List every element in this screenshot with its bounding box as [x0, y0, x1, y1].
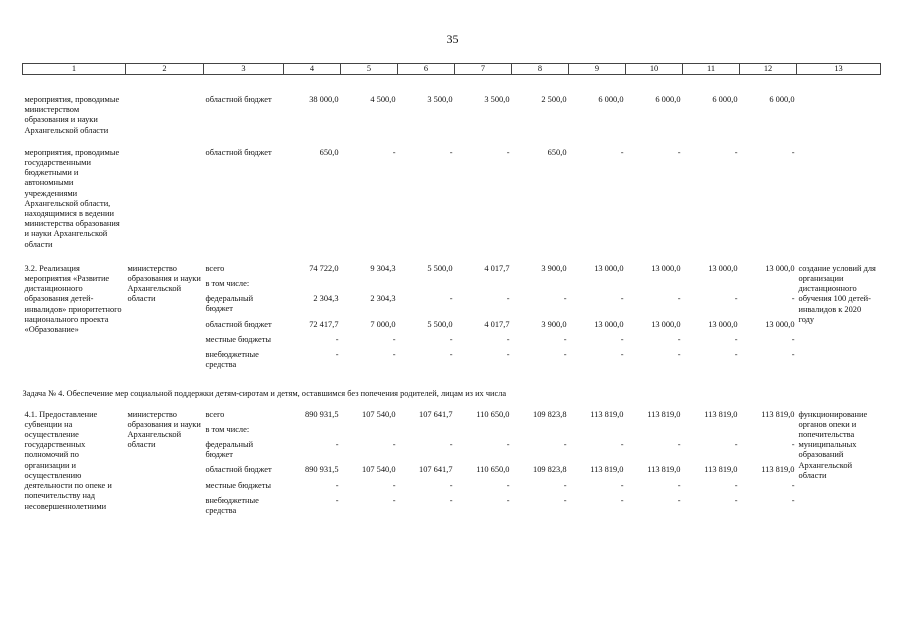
value-cell: 3 500,0 [484, 95, 510, 104]
funding-source: областной бюджет [205, 319, 272, 329]
value-cell: - [677, 480, 681, 490]
value-cell: 107 540,0 [362, 465, 396, 475]
value-cell: - [449, 495, 453, 505]
value-cell: - [506, 495, 510, 505]
funding-source: внебюджетные средства [205, 350, 259, 370]
value-cell [455, 279, 512, 294]
header-cell: 6 [398, 64, 455, 75]
value-cell: - [791, 334, 795, 344]
activity-name: 4.1. Предоставление субвенции на осуществление государственных полномочий по организации и осуществлению деятельности по опеке и попечительству над несовершеннолетними [24, 409, 112, 511]
value-cell: 109 823,8 [533, 409, 567, 419]
header-cell: 9 [569, 64, 626, 75]
result-cell: функционирование органов опеки и попечительства муниципальных образований Архангельской области [798, 409, 868, 480]
value-cell: - [734, 334, 738, 344]
value-cell: - [734, 440, 738, 450]
header-cell: 3 [204, 64, 284, 75]
activity-name: мероприятия, проводимые государственными бюджетными и автономными учреждениями Архангельской области, находящимися в ведении министерства образования и науки Архангельской области [24, 147, 120, 249]
value-cell: 4 500,0 [370, 95, 396, 104]
value-cell: 113 819,0 [647, 465, 681, 475]
value-cell: 13 000,0 [708, 263, 738, 273]
value-cell [398, 425, 455, 440]
value-cell [683, 425, 740, 440]
value-cell [626, 279, 683, 294]
executor-cell: министерство образования и науки Архангельской области [127, 409, 201, 450]
value-cell: 113 819,0 [704, 409, 738, 419]
value-cell: - [563, 294, 567, 304]
value-cell: - [791, 294, 795, 304]
value-cell: - [449, 480, 453, 490]
value-cell: 6 000,0 [655, 95, 681, 104]
funding-source: федеральный бюджет [205, 294, 254, 314]
value-cell: - [791, 440, 795, 450]
value-cell: - [620, 294, 624, 304]
executor-cell: министерство образования и науки Архангельской области [127, 263, 201, 304]
value-cell [740, 425, 797, 440]
value-cell: - [506, 350, 510, 360]
value-cell: - [335, 350, 339, 360]
value-cell: 5 500,0 [427, 319, 453, 329]
value-cell: - [449, 147, 453, 157]
value-cell: - [677, 147, 681, 157]
value-cell: 6 000,0 [769, 95, 795, 104]
value-cell: - [392, 147, 396, 157]
activity-name: мероприятия, проводимые министерством образования и науки Архангельской области [24, 95, 120, 135]
header-cell: 1 [23, 64, 126, 75]
header-cell: 4 [284, 64, 341, 75]
task-title: Задача № 4. Обеспечение мер социальной поддержки детям-сиротам и детям, оставшимся без попечения родителей, лицам из их числа [22, 389, 507, 399]
value-cell: - [506, 294, 510, 304]
value-cell: 113 819,0 [761, 465, 795, 475]
value-cell: - [506, 334, 510, 344]
funding-source: местные бюджеты [205, 334, 272, 344]
result-cell: создание условий для организации дистанционного обучения 100 детей-инвалидов к 2020 году [798, 263, 876, 324]
funding-source: федеральный бюджет [205, 440, 254, 460]
value-cell: - [449, 440, 453, 450]
value-cell [455, 425, 512, 440]
value-cell: - [791, 350, 795, 360]
value-cell: 3 500,0 [427, 95, 453, 104]
value-cell [683, 279, 740, 294]
header-cell: 12 [740, 64, 797, 75]
funding-source: всего [205, 263, 225, 273]
value-cell: - [392, 495, 396, 505]
value-cell: 3 900,0 [541, 319, 567, 329]
header-cell: 2 [126, 64, 204, 75]
value-cell: - [620, 147, 624, 157]
value-cell: 6 000,0 [598, 95, 624, 104]
table-row [23, 410, 881, 425]
value-cell: 109 823,8 [533, 465, 567, 475]
value-cell: 7 000,0 [370, 319, 396, 329]
value-cell: 6 000,0 [712, 95, 738, 104]
value-cell: 3 900,0 [541, 263, 567, 273]
value-cell: 13 000,0 [708, 319, 738, 329]
value-cell: - [335, 480, 339, 490]
value-cell: - [335, 440, 339, 450]
program-table [22, 63, 881, 521]
value-cell: 113 819,0 [761, 409, 795, 419]
page-number: 35 [446, 32, 459, 46]
value-cell: - [449, 334, 453, 344]
value-cell: - [449, 294, 453, 304]
value-cell: - [392, 350, 396, 360]
value-cell [569, 279, 626, 294]
header-cell: 10 [626, 64, 683, 75]
value-cell: - [506, 440, 510, 450]
value-cell: 74 722,0 [309, 263, 339, 273]
value-cell: - [335, 495, 339, 505]
value-cell: 13 000,0 [651, 263, 681, 273]
value-cell: 38 000,0 [309, 95, 339, 104]
value-cell: - [734, 294, 738, 304]
table-row [23, 75, 881, 148]
header-cell: 13 [797, 64, 881, 75]
value-cell [512, 279, 569, 294]
value-cell: - [734, 147, 738, 157]
value-cell: 113 819,0 [590, 409, 624, 419]
value-cell: - [620, 334, 624, 344]
value-cell: - [506, 480, 510, 490]
value-cell: 9 304,3 [370, 263, 396, 273]
value-cell: 5 500,0 [427, 263, 453, 273]
value-cell: 113 819,0 [704, 465, 738, 475]
value-cell: - [449, 350, 453, 360]
value-cell: 113 819,0 [647, 409, 681, 419]
value-cell: - [677, 495, 681, 505]
header-cell: 7 [455, 64, 512, 75]
funding-source: внебюджетные средства [205, 495, 259, 516]
value-cell: 650,0 [319, 147, 339, 157]
header-row [23, 64, 881, 75]
value-cell [512, 425, 569, 440]
value-cell: - [335, 334, 339, 344]
header-cell: 5 [341, 64, 398, 75]
value-cell: 113 819,0 [590, 465, 624, 475]
value-cell: - [392, 480, 396, 490]
value-cell: - [506, 147, 510, 157]
header-cell: 11 [683, 64, 740, 75]
table-row [23, 148, 881, 264]
funding-source: областной бюджет [205, 465, 272, 475]
value-cell: - [563, 350, 567, 360]
value-cell: 107 641,7 [419, 465, 453, 475]
value-cell: - [791, 147, 795, 157]
value-cell: 13 000,0 [765, 263, 795, 273]
value-cell: - [677, 294, 681, 304]
value-cell: - [620, 440, 624, 450]
value-cell: 107 641,7 [419, 409, 453, 419]
funding-source: всего [205, 409, 225, 419]
value-cell: - [677, 350, 681, 360]
funding-source: в том числе: [205, 279, 250, 289]
value-cell: 4 017,7 [484, 263, 510, 273]
value-cell: 13 000,0 [765, 319, 795, 329]
value-cell [341, 279, 398, 294]
value-cell: 2 304,3 [313, 294, 339, 304]
funding-source: областной бюджет [205, 95, 272, 104]
executor-cell [126, 148, 204, 264]
value-cell: 890 931,5 [305, 409, 339, 419]
value-cell: - [677, 440, 681, 450]
value-cell: 13 000,0 [594, 319, 624, 329]
value-cell [740, 279, 797, 294]
value-cell: - [620, 495, 624, 505]
value-cell: 13 000,0 [594, 263, 624, 273]
funding-source: областной бюджет [205, 147, 272, 157]
result-cell [797, 75, 881, 148]
value-cell: 107 540,0 [362, 409, 396, 419]
value-cell: 110 650,0 [476, 465, 510, 475]
value-cell: - [620, 480, 624, 490]
value-cell: 4 017,7 [484, 319, 510, 329]
funding-source: местные бюджеты [205, 480, 272, 490]
value-cell [569, 425, 626, 440]
value-cell [626, 425, 683, 440]
value-cell: - [563, 440, 567, 450]
value-cell: - [392, 334, 396, 344]
value-cell: 2 500,0 [541, 95, 567, 104]
value-cell: - [734, 495, 738, 505]
value-cell: - [791, 495, 795, 505]
funding-source: в том числе: [205, 424, 250, 434]
value-cell: - [392, 440, 396, 450]
value-cell [284, 425, 341, 440]
value-cell [284, 279, 341, 294]
header-cell: 8 [512, 64, 569, 75]
value-cell: 110 650,0 [476, 409, 510, 419]
value-cell: - [563, 334, 567, 344]
value-cell: - [563, 495, 567, 505]
value-cell: 2 304,3 [370, 294, 396, 304]
value-cell: 890 931,5 [305, 465, 339, 475]
value-cell: - [734, 350, 738, 360]
executor-cell [126, 75, 204, 148]
value-cell: - [791, 480, 795, 490]
value-cell: 72 417,7 [309, 319, 339, 329]
activity-name: 3.2. Реализация мероприятия «Развитие дистанционного образования детей-инвалидов» приоритетного национального проекта «Образование» [24, 263, 122, 335]
value-cell: - [677, 334, 681, 344]
value-cell: 650,0 [547, 147, 567, 157]
value-cell: - [563, 480, 567, 490]
value-cell [398, 279, 455, 294]
value-cell: 13 000,0 [651, 319, 681, 329]
task-row [23, 375, 881, 409]
value-cell: - [734, 480, 738, 490]
value-cell [341, 425, 398, 440]
value-cell: - [620, 350, 624, 360]
result-cell [797, 148, 881, 264]
table-row [23, 264, 881, 279]
